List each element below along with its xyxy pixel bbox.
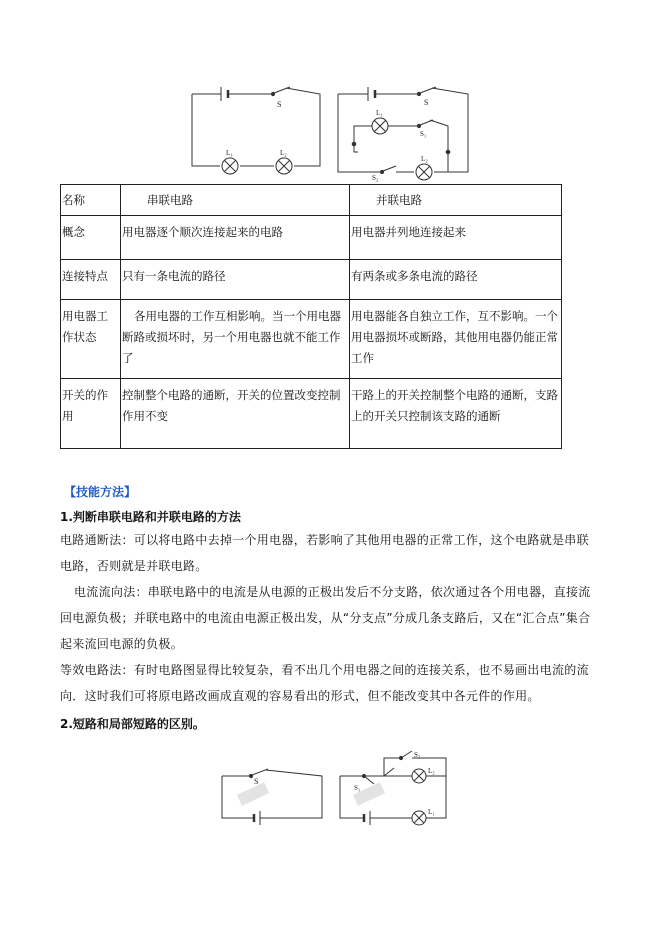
parallel-cell: 干路上的开关控制整个电路的通断，支路上的开关只控制该支路的通断 (350, 379, 562, 449)
table-row (61, 379, 562, 449)
bottom-circuit-figure (214, 748, 454, 830)
parallel-cell: 有两条或多条电流的路径 (350, 260, 562, 300)
series-cell: 只有一条电流的路径 (121, 260, 350, 300)
short-switch-label: S (254, 777, 259, 786)
parallel-cell: 用电器能各自独立工作，互不影响。一个用电器损坏或断路，其他用电器仍能正常工作 (350, 300, 562, 379)
table-header-row (61, 185, 562, 216)
parallel-circuit-diagram (338, 87, 468, 180)
parallel-switch2-label: S₂ (372, 174, 379, 182)
series-cell: 各用电器的工作互相影响。当一个用电器断路或损坏时，另一个用电器也就不能工作了 (121, 300, 350, 379)
table-row (61, 216, 562, 260)
lamp-l2-icon (412, 769, 426, 783)
section1-paragraph-current-flow: 电流流向法：串联电路中的电流是从电源的正极出发后不分支路，依次通过各个用电器，直接流回电源负极；并联电路中的电流由电源正极出发，从“分支点”分成几条支路后，又在“汇合点”集合起来流回电源的负极。 (60, 585, 591, 651)
parallel-cell: 用电器并列地连接起来 (350, 216, 562, 260)
short-circuit-diagram (222, 769, 322, 825)
row-label: 概念 (61, 216, 121, 260)
table-row (61, 300, 562, 379)
lamp-l1-icon (222, 158, 238, 174)
series-cell: 控制整个电路的通断，开关的位置改变控制作用不变 (121, 379, 350, 449)
table-row (61, 260, 562, 300)
series-lamp1-label: L₁ (226, 149, 233, 157)
parallel-lamp1-label: L₁ (376, 109, 383, 117)
series-cell: 用电器逐个顺次连接起来的电路 (121, 216, 350, 260)
top-circuit-figure (186, 84, 476, 184)
lamp-l1-icon (412, 811, 426, 825)
row-label: 用电器工作状态 (61, 300, 121, 379)
parallel-switch-label: S (424, 98, 429, 107)
comparison-table (60, 184, 562, 449)
parallel-switch1-label: S₁ (420, 130, 427, 138)
section1-paragraph-circuit-break: 电路通断法：可以将电路中去掉一个用电器，若影响了其他用电器的正常工作，这个电路就是串联电路，否则就是并联电路。 (60, 533, 589, 573)
watermark (237, 782, 385, 806)
lamp-l2-icon (416, 164, 432, 180)
partial-lamp2-label: L₂ (428, 767, 435, 775)
section1-heading: 1.判断串联电路和并联电路的方法 (60, 510, 241, 524)
table-header-cell: 并联电路 (350, 185, 562, 216)
row-label: 开关的作用 (61, 379, 121, 449)
lamp-l2-icon (276, 158, 292, 174)
section2-heading: 2.短路和局部短路的区别。 (60, 717, 205, 731)
skill-method-title: 【技能方法】 (64, 485, 137, 499)
series-circuit-diagram (192, 87, 320, 174)
table-header-cell: 串联电路 (121, 185, 350, 216)
series-lamp2-label: L₂ (280, 149, 287, 157)
partial-lamp1-label: L₁ (428, 808, 435, 816)
table-header-cell: 名称 (61, 185, 121, 216)
section1-paragraph-equivalent: 等效电路法：有时电路图显得比较复杂，看不出几个用电器之间的连接关系，也不易画出电流的流向．这时我们可将原电路改画成直观的容易看出的形式，但不能改变其中各元件的作用。 (60, 663, 589, 703)
parallel-lamp2-label: L₂ (421, 155, 428, 163)
partial-switch1-label: S₁ (354, 784, 361, 792)
row-label: 连接特点 (61, 260, 121, 300)
switch-s1-icon (362, 774, 365, 777)
series-switch-label: S (277, 100, 282, 109)
partial-switch2-label: S₂ (414, 751, 421, 759)
lamp-l1-icon (372, 118, 388, 134)
